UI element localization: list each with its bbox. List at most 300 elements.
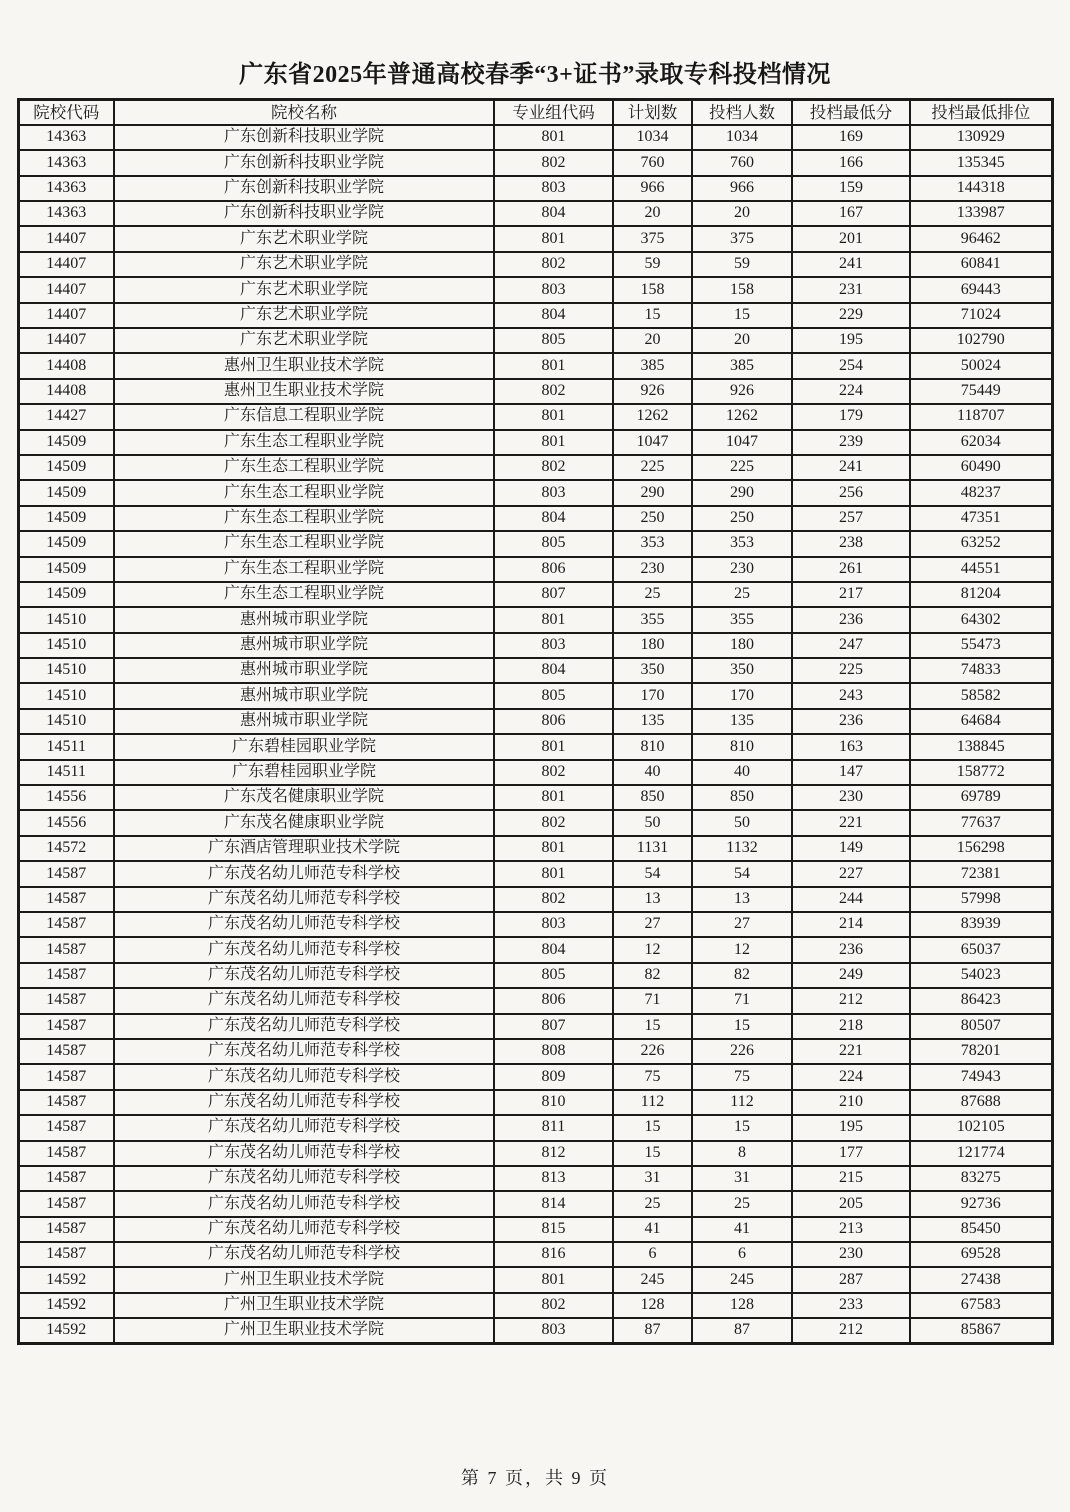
table-cell: 广东茂名健康职业学院 bbox=[114, 785, 494, 810]
table-cell: 810 bbox=[613, 734, 692, 759]
table-cell: 广东茂名幼儿师范专科学校 bbox=[114, 963, 494, 988]
table-row bbox=[18, 430, 1052, 455]
table-cell: 815 bbox=[494, 1217, 613, 1242]
table-cell: 12 bbox=[692, 937, 792, 962]
table-cell: 15 bbox=[613, 1141, 692, 1166]
column-header: 计划数 bbox=[613, 100, 692, 125]
table-cell: 801 bbox=[494, 125, 613, 150]
table-cell: 14363 bbox=[18, 150, 114, 175]
table-cell: 230 bbox=[613, 557, 692, 582]
table-row bbox=[18, 988, 1052, 1013]
table-cell: 25 bbox=[613, 582, 692, 607]
table-cell: 805 bbox=[494, 963, 613, 988]
table-cell: 54023 bbox=[910, 963, 1052, 988]
table-cell: 广东创新科技职业学院 bbox=[114, 125, 494, 150]
table-cell: 804 bbox=[494, 303, 613, 328]
table-cell: 广东茂名幼儿师范专科学校 bbox=[114, 1217, 494, 1242]
table-cell: 广东艺术职业学院 bbox=[114, 303, 494, 328]
table-cell: 31 bbox=[613, 1166, 692, 1191]
table-cell: 1262 bbox=[613, 404, 692, 429]
table-cell: 惠州城市职业学院 bbox=[114, 683, 494, 708]
table-cell: 8 bbox=[692, 1141, 792, 1166]
table-cell: 14587 bbox=[18, 861, 114, 886]
table-cell: 广东生态工程职业学院 bbox=[114, 506, 494, 531]
table-cell: 179 bbox=[792, 404, 910, 429]
table-cell: 72381 bbox=[910, 861, 1052, 886]
table-cell: 121774 bbox=[910, 1141, 1052, 1166]
table-row bbox=[18, 1217, 1052, 1242]
table-row bbox=[18, 480, 1052, 505]
table-cell: 86423 bbox=[910, 988, 1052, 1013]
table-cell: 14587 bbox=[18, 1014, 114, 1039]
table-cell: 广东生态工程职业学院 bbox=[114, 480, 494, 505]
table-row bbox=[18, 404, 1052, 429]
table-cell: 249 bbox=[792, 963, 910, 988]
table-cell: 135 bbox=[692, 709, 792, 734]
table-cell: 14587 bbox=[18, 988, 114, 1013]
table-cell: 805 bbox=[494, 328, 613, 353]
table-cell: 71 bbox=[692, 988, 792, 1013]
table-cell: 14509 bbox=[18, 506, 114, 531]
table-cell: 48237 bbox=[910, 480, 1052, 505]
table-cell: 惠州城市职业学院 bbox=[114, 658, 494, 683]
table-cell: 14587 bbox=[18, 912, 114, 937]
table-cell: 201 bbox=[792, 226, 910, 251]
table-cell: 广东信息工程职业学院 bbox=[114, 404, 494, 429]
table-cell: 20 bbox=[613, 328, 692, 353]
table-cell: 353 bbox=[613, 531, 692, 556]
table-row bbox=[18, 810, 1052, 835]
table-row bbox=[18, 303, 1052, 328]
table-cell: 14407 bbox=[18, 303, 114, 328]
table-cell: 215 bbox=[792, 1166, 910, 1191]
table-cell: 广东茂名幼儿师范专科学校 bbox=[114, 912, 494, 937]
table-row bbox=[18, 607, 1052, 632]
table-cell: 92736 bbox=[910, 1191, 1052, 1216]
table-cell: 69443 bbox=[910, 277, 1052, 302]
table-row bbox=[18, 455, 1052, 480]
table-cell: 14556 bbox=[18, 810, 114, 835]
table-cell: 158772 bbox=[910, 760, 1052, 785]
table-row bbox=[18, 1014, 1052, 1039]
table-cell: 14407 bbox=[18, 277, 114, 302]
table-cell: 80507 bbox=[910, 1014, 1052, 1039]
table-cell: 801 bbox=[494, 861, 613, 886]
table-cell: 12 bbox=[613, 937, 692, 962]
table-cell: 广东茂名幼儿师范专科学校 bbox=[114, 1039, 494, 1064]
table-cell: 230 bbox=[792, 1242, 910, 1267]
table-cell: 14587 bbox=[18, 887, 114, 912]
table-cell: 6 bbox=[692, 1242, 792, 1267]
table-cell: 14592 bbox=[18, 1267, 114, 1292]
table-cell: 14363 bbox=[18, 125, 114, 150]
table-cell: 14510 bbox=[18, 607, 114, 632]
table-cell: 966 bbox=[692, 176, 792, 201]
table-cell: 118707 bbox=[910, 404, 1052, 429]
table-cell: 801 bbox=[494, 734, 613, 759]
table-cell: 14572 bbox=[18, 836, 114, 861]
table-row bbox=[18, 1293, 1052, 1318]
table-row bbox=[18, 1191, 1052, 1216]
table-cell: 20 bbox=[692, 201, 792, 226]
table-cell: 1047 bbox=[613, 430, 692, 455]
table-cell: 54 bbox=[613, 861, 692, 886]
table-cell: 75 bbox=[613, 1064, 692, 1089]
table-cell: 355 bbox=[613, 607, 692, 632]
table-cell: 180 bbox=[613, 633, 692, 658]
table-cell: 169 bbox=[792, 125, 910, 150]
table-cell: 212 bbox=[792, 988, 910, 1013]
table-cell: 802 bbox=[494, 1293, 613, 1318]
table-cell: 290 bbox=[692, 480, 792, 505]
table-cell: 801 bbox=[494, 404, 613, 429]
table-cell: 50 bbox=[613, 810, 692, 835]
table-row bbox=[18, 1039, 1052, 1064]
table-cell: 350 bbox=[692, 658, 792, 683]
table-cell: 14509 bbox=[18, 480, 114, 505]
table-cell: 130929 bbox=[910, 125, 1052, 150]
table-cell: 15 bbox=[613, 1115, 692, 1140]
table-cell: 惠州城市职业学院 bbox=[114, 709, 494, 734]
table-cell: 353 bbox=[692, 531, 792, 556]
table-cell: 217 bbox=[792, 582, 910, 607]
table-cell: 96462 bbox=[910, 226, 1052, 251]
table-cell: 20 bbox=[613, 201, 692, 226]
table-cell: 71 bbox=[613, 988, 692, 1013]
table-cell: 1034 bbox=[692, 125, 792, 150]
table-cell: 808 bbox=[494, 1039, 613, 1064]
table-row bbox=[18, 1242, 1052, 1267]
table-cell: 14408 bbox=[18, 353, 114, 378]
table-cell: 74833 bbox=[910, 658, 1052, 683]
table-row bbox=[18, 1064, 1052, 1089]
table-cell: 广东生态工程职业学院 bbox=[114, 430, 494, 455]
table-cell: 14509 bbox=[18, 531, 114, 556]
table-cell: 41 bbox=[613, 1217, 692, 1242]
table-cell: 55473 bbox=[910, 633, 1052, 658]
table-cell: 227 bbox=[792, 861, 910, 886]
table-cell: 245 bbox=[692, 1267, 792, 1292]
table-cell: 14363 bbox=[18, 201, 114, 226]
table-cell: 14407 bbox=[18, 252, 114, 277]
table-cell: 14509 bbox=[18, 455, 114, 480]
table-cell: 801 bbox=[494, 1267, 613, 1292]
table-row bbox=[18, 709, 1052, 734]
table-cell: 69789 bbox=[910, 785, 1052, 810]
table-cell: 801 bbox=[494, 785, 613, 810]
page-footer: 第 7 页，共 9 页 bbox=[461, 1468, 609, 1488]
table-cell: 87 bbox=[613, 1318, 692, 1343]
table-cell: 75449 bbox=[910, 379, 1052, 404]
table-cell: 14509 bbox=[18, 557, 114, 582]
table-cell: 225 bbox=[692, 455, 792, 480]
table-cell: 230 bbox=[692, 557, 792, 582]
table-cell: 803 bbox=[494, 176, 613, 201]
table-row bbox=[18, 176, 1052, 201]
table-cell: 82 bbox=[692, 963, 792, 988]
table-cell: 802 bbox=[494, 379, 613, 404]
table-cell: 78201 bbox=[910, 1039, 1052, 1064]
table-cell: 广东茂名幼儿师范专科学校 bbox=[114, 1014, 494, 1039]
table-cell: 149 bbox=[792, 836, 910, 861]
table-cell: 54 bbox=[692, 861, 792, 886]
table-body bbox=[18, 125, 1052, 1344]
table-cell: 214 bbox=[792, 912, 910, 937]
table-cell: 15 bbox=[613, 1014, 692, 1039]
table-cell: 14556 bbox=[18, 785, 114, 810]
table-row bbox=[18, 1318, 1052, 1343]
table-cell: 224 bbox=[792, 379, 910, 404]
table-cell: 广东生态工程职业学院 bbox=[114, 455, 494, 480]
table-row bbox=[18, 912, 1052, 937]
table-row bbox=[18, 353, 1052, 378]
table-cell: 236 bbox=[792, 607, 910, 632]
table-cell: 27 bbox=[613, 912, 692, 937]
table-cell: 广东茂名幼儿师范专科学校 bbox=[114, 887, 494, 912]
table-cell: 804 bbox=[494, 201, 613, 226]
table-cell: 760 bbox=[613, 150, 692, 175]
table-cell: 41 bbox=[692, 1217, 792, 1242]
table-cell: 14363 bbox=[18, 176, 114, 201]
table-row bbox=[18, 963, 1052, 988]
table-cell: 广东茂名幼儿师范专科学校 bbox=[114, 1141, 494, 1166]
table-cell: 77637 bbox=[910, 810, 1052, 835]
table-row bbox=[18, 531, 1052, 556]
table-cell: 广东艺术职业学院 bbox=[114, 328, 494, 353]
table-cell: 14509 bbox=[18, 430, 114, 455]
table-cell: 广东茂名幼儿师范专科学校 bbox=[114, 937, 494, 962]
table-cell: 803 bbox=[494, 480, 613, 505]
table-cell: 245 bbox=[613, 1267, 692, 1292]
table-cell: 惠州卫生职业技术学院 bbox=[114, 353, 494, 378]
table-cell: 31 bbox=[692, 1166, 792, 1191]
table-row bbox=[18, 506, 1052, 531]
table-cell: 166 bbox=[792, 150, 910, 175]
table-cell: 广东创新科技职业学院 bbox=[114, 201, 494, 226]
table-cell: 221 bbox=[792, 810, 910, 835]
table-cell: 64302 bbox=[910, 607, 1052, 632]
column-header: 院校名称 bbox=[114, 100, 494, 125]
table-cell: 1132 bbox=[692, 836, 792, 861]
table-cell: 803 bbox=[494, 912, 613, 937]
table-row bbox=[18, 125, 1052, 150]
table-cell: 802 bbox=[494, 760, 613, 785]
table-cell: 806 bbox=[494, 709, 613, 734]
table-cell: 167 bbox=[792, 201, 910, 226]
table-cell: 广东茂名幼儿师范专科学校 bbox=[114, 1090, 494, 1115]
table-cell: 6 bbox=[613, 1242, 692, 1267]
table-cell: 163 bbox=[792, 734, 910, 759]
table-cell: 926 bbox=[613, 379, 692, 404]
table-cell: 58582 bbox=[910, 683, 1052, 708]
table-cell: 195 bbox=[792, 328, 910, 353]
table-cell: 广东艺术职业学院 bbox=[114, 226, 494, 251]
table-cell: 850 bbox=[692, 785, 792, 810]
table-cell: 14587 bbox=[18, 1090, 114, 1115]
table-row bbox=[18, 582, 1052, 607]
table-cell: 广东酒店管理职业技术学院 bbox=[114, 836, 494, 861]
table-cell: 15 bbox=[613, 303, 692, 328]
table-cell: 14407 bbox=[18, 226, 114, 251]
table-row bbox=[18, 1141, 1052, 1166]
table-cell: 147 bbox=[792, 760, 910, 785]
table-cell: 15 bbox=[692, 1014, 792, 1039]
table-cell: 14587 bbox=[18, 1242, 114, 1267]
table-cell: 807 bbox=[494, 582, 613, 607]
table-cell: 14587 bbox=[18, 1191, 114, 1216]
table-cell: 806 bbox=[494, 557, 613, 582]
table-cell: 170 bbox=[692, 683, 792, 708]
table-row bbox=[18, 252, 1052, 277]
table-cell: 广东生态工程职业学院 bbox=[114, 557, 494, 582]
table-cell: 74943 bbox=[910, 1064, 1052, 1089]
table-row bbox=[18, 379, 1052, 404]
table-cell: 243 bbox=[792, 683, 910, 708]
table-cell: 14427 bbox=[18, 404, 114, 429]
table-cell: 惠州城市职业学院 bbox=[114, 633, 494, 658]
table-cell: 135345 bbox=[910, 150, 1052, 175]
table-cell: 236 bbox=[792, 709, 910, 734]
table-cell: 802 bbox=[494, 887, 613, 912]
table-cell: 40 bbox=[613, 760, 692, 785]
table-cell: 14587 bbox=[18, 963, 114, 988]
table-cell: 250 bbox=[613, 506, 692, 531]
table-cell: 254 bbox=[792, 353, 910, 378]
table-cell: 803 bbox=[494, 1318, 613, 1343]
table-cell: 14510 bbox=[18, 709, 114, 734]
table-cell: 256 bbox=[792, 480, 910, 505]
table-row bbox=[18, 734, 1052, 759]
table-cell: 230 bbox=[792, 785, 910, 810]
table-row bbox=[18, 557, 1052, 582]
table-cell: 1047 bbox=[692, 430, 792, 455]
table-cell: 67583 bbox=[910, 1293, 1052, 1318]
table-cell: 801 bbox=[494, 607, 613, 632]
table-cell: 226 bbox=[692, 1039, 792, 1064]
table-cell: 760 bbox=[692, 150, 792, 175]
table-cell: 惠州城市职业学院 bbox=[114, 607, 494, 632]
table-cell: 14587 bbox=[18, 1039, 114, 1064]
table-cell: 290 bbox=[613, 480, 692, 505]
table-cell: 13 bbox=[692, 887, 792, 912]
table-cell: 25 bbox=[613, 1191, 692, 1216]
table-header-row bbox=[18, 100, 1052, 125]
table-cell: 14587 bbox=[18, 1064, 114, 1089]
table-cell: 226 bbox=[613, 1039, 692, 1064]
table-cell: 807 bbox=[494, 1014, 613, 1039]
table-cell: 14587 bbox=[18, 1217, 114, 1242]
table-cell: 805 bbox=[494, 531, 613, 556]
table-cell: 810 bbox=[692, 734, 792, 759]
table-cell: 802 bbox=[494, 252, 613, 277]
table-cell: 87 bbox=[692, 1318, 792, 1343]
table-cell: 804 bbox=[494, 658, 613, 683]
table-cell: 170 bbox=[613, 683, 692, 708]
table-cell: 229 bbox=[792, 303, 910, 328]
table-cell: 806 bbox=[494, 988, 613, 1013]
table-cell: 广东茂名幼儿师范专科学校 bbox=[114, 1242, 494, 1267]
table-cell: 广东茂名幼儿师范专科学校 bbox=[114, 988, 494, 1013]
table-cell: 814 bbox=[494, 1191, 613, 1216]
table-cell: 375 bbox=[613, 226, 692, 251]
table-cell: 15 bbox=[692, 1115, 792, 1140]
table-row bbox=[18, 861, 1052, 886]
table-cell: 83939 bbox=[910, 912, 1052, 937]
table-cell: 75 bbox=[692, 1064, 792, 1089]
table-cell: 224 bbox=[792, 1064, 910, 1089]
table-cell: 85450 bbox=[910, 1217, 1052, 1242]
table-row bbox=[18, 633, 1052, 658]
table-cell: 205 bbox=[792, 1191, 910, 1216]
table-cell: 177 bbox=[792, 1141, 910, 1166]
table-cell: 802 bbox=[494, 810, 613, 835]
table-cell: 广东艺术职业学院 bbox=[114, 252, 494, 277]
table-cell: 816 bbox=[494, 1242, 613, 1267]
table-cell: 14511 bbox=[18, 734, 114, 759]
table-cell: 221 bbox=[792, 1039, 910, 1064]
table-cell: 128 bbox=[692, 1293, 792, 1318]
table-cell: 13 bbox=[613, 887, 692, 912]
table-cell: 14592 bbox=[18, 1318, 114, 1343]
table-cell: 133987 bbox=[910, 201, 1052, 226]
table-cell: 180 bbox=[692, 633, 792, 658]
table-cell: 802 bbox=[494, 455, 613, 480]
table-cell: 广东茂名幼儿师范专科学校 bbox=[114, 1166, 494, 1191]
table-cell: 14592 bbox=[18, 1293, 114, 1318]
admission-table bbox=[17, 98, 1054, 1345]
table-cell: 257 bbox=[792, 506, 910, 531]
table-cell: 广州卫生职业技术学院 bbox=[114, 1267, 494, 1292]
table-cell: 135 bbox=[613, 709, 692, 734]
table-cell: 1262 bbox=[692, 404, 792, 429]
table-cell: 14587 bbox=[18, 1115, 114, 1140]
table-cell: 27 bbox=[692, 912, 792, 937]
table-row bbox=[18, 785, 1052, 810]
table-cell: 801 bbox=[494, 226, 613, 251]
table-cell: 广东创新科技职业学院 bbox=[114, 150, 494, 175]
table-row bbox=[18, 887, 1052, 912]
table-cell: 802 bbox=[494, 150, 613, 175]
table-cell: 250 bbox=[692, 506, 792, 531]
table-cell: 40 bbox=[692, 760, 792, 785]
table-cell: 966 bbox=[613, 176, 692, 201]
table-cell: 803 bbox=[494, 277, 613, 302]
table-cell: 805 bbox=[494, 683, 613, 708]
table-cell: 385 bbox=[613, 353, 692, 378]
table-cell: 102790 bbox=[910, 328, 1052, 353]
table-cell: 241 bbox=[792, 455, 910, 480]
table-cell: 804 bbox=[494, 937, 613, 962]
table-cell: 156298 bbox=[910, 836, 1052, 861]
table-cell: 14510 bbox=[18, 633, 114, 658]
table-cell: 355 bbox=[692, 607, 792, 632]
table-cell: 27438 bbox=[910, 1267, 1052, 1292]
table-cell: 801 bbox=[494, 353, 613, 378]
table-row bbox=[18, 277, 1052, 302]
table-cell: 惠州卫生职业技术学院 bbox=[114, 379, 494, 404]
table-row bbox=[18, 658, 1052, 683]
table-cell: 244 bbox=[792, 887, 910, 912]
table-cell: 112 bbox=[692, 1090, 792, 1115]
table-cell: 850 bbox=[613, 785, 692, 810]
table-cell: 广东创新科技职业学院 bbox=[114, 176, 494, 201]
table-cell: 144318 bbox=[910, 176, 1052, 201]
table-row bbox=[18, 1166, 1052, 1191]
table-cell: 广东茂名健康职业学院 bbox=[114, 810, 494, 835]
table-cell: 158 bbox=[692, 277, 792, 302]
table-row bbox=[18, 226, 1052, 251]
table-cell: 128 bbox=[613, 1293, 692, 1318]
